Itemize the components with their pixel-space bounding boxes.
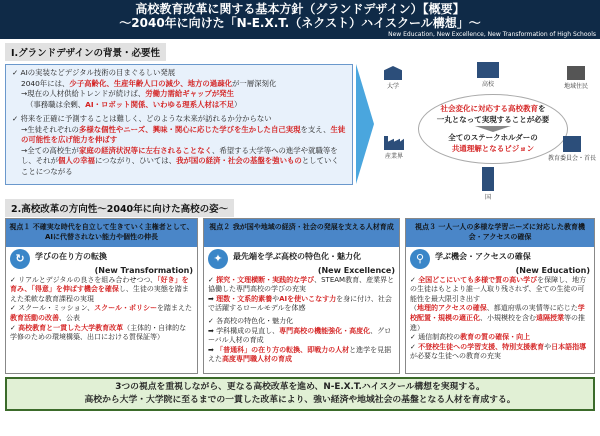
university-label: 大学	[386, 83, 399, 90]
highlight-text: 教育活動の改善	[10, 313, 59, 322]
text: ✓	[208, 275, 217, 284]
industry-stakeholder	[378, 136, 410, 160]
text: 、STEAM教育、産業界と協働した専門高校の学びの充実	[208, 275, 395, 294]
viewpoint-bullet	[208, 346, 395, 365]
factory-icon	[384, 136, 404, 150]
text: や	[272, 294, 280, 303]
viewpoint-title: 学ぶ機会・アクセスの確保	[435, 252, 531, 261]
nation-label: 国	[484, 194, 491, 201]
text: 、都道府県の実情等に応じた	[486, 304, 578, 313]
viewpoint-bullet	[410, 304, 590, 333]
viewpoint-bullet	[410, 276, 590, 305]
header-banner	[0, 0, 600, 39]
teacher-icon	[477, 62, 499, 78]
viewpoint-bullet	[208, 327, 395, 346]
vision-line-1	[419, 104, 567, 115]
university-stakeholder	[378, 66, 408, 90]
text: し、生徒の実態を踏まえた柔軟な教育課程の実現	[10, 285, 189, 303]
nation-stakeholder	[476, 167, 500, 201]
text: を踏まえた	[157, 304, 192, 313]
text: としていくことにつながる	[21, 156, 339, 176]
text: ✓ 将来を正確に予測することは難しく、どのような未来が訪れるか分からない	[12, 114, 272, 123]
highlight-text: 「普通科」の在り方の転換、即戦力の人材	[216, 345, 350, 354]
text: 、グローバル人材の育成	[208, 326, 392, 345]
background-box	[5, 64, 353, 185]
text: が一層深刻化	[231, 78, 277, 88]
text: 2040年には、	[21, 78, 70, 88]
text: ➡ 学科構成の見直し、	[208, 326, 280, 335]
text: ✓ 通信制高校の	[410, 333, 461, 342]
background-line	[12, 114, 346, 125]
highlight-text: 「好き」を育み、「得意」を伸ばす機会を確保	[10, 275, 189, 294]
conclusion-line-1: 3つの視点を重視しながら、更なる高校改革を進め、N-E.X.T.ハイスクール構想を実現する。	[115, 382, 485, 392]
people-icon	[567, 66, 585, 80]
highlight-text: 専門高校の機能強化・高度化	[279, 326, 371, 335]
text: ）	[234, 99, 242, 109]
text: や	[544, 342, 552, 351]
text: （	[410, 304, 417, 313]
highlight-text: AIを使いこなす力	[279, 294, 337, 303]
viewpoint-english: (New Excellence)	[317, 266, 395, 275]
viewpoint-bullet	[208, 276, 395, 295]
viewpoint-bullet	[410, 343, 590, 362]
background-line	[12, 125, 346, 146]
highlight-text: 日本語指導	[551, 342, 587, 351]
text: →現在の人材供給トレンドが続けば、	[21, 89, 146, 98]
viewpoint-bullet	[10, 324, 193, 343]
text: ✓ 各高校の特色化・魅力化	[208, 316, 294, 325]
residents-stakeholder	[556, 66, 596, 90]
section1-heading: Ⅰ.グランドデザインの背景・必要性	[5, 43, 166, 61]
highlight-text: 個人の幸福	[57, 156, 95, 165]
viewpoint-bullet	[208, 317, 395, 327]
text: →全ての高校生が	[21, 145, 79, 155]
viewpoint-1-column	[5, 218, 198, 374]
buildings-icon	[563, 136, 581, 152]
conclusion-box	[5, 377, 595, 411]
highlight-text: 全国どこにいても多様で質の高い学び	[418, 275, 538, 284]
text: につながり、ひいては、	[94, 156, 177, 165]
highlight-text: AI・ロボット関係、いわゆる理系人材は不足	[85, 99, 235, 109]
viewpoint-english: (New Education)	[515, 266, 590, 275]
text: ✓ AIの実装などデジタル技術の目まぐるしい発展	[12, 68, 176, 77]
page-title: 高校教育改革に関する基本方針（グランドデザイン）【概要】	[135, 2, 465, 16]
text: が必要な生徒への教育の充実	[410, 352, 501, 361]
vision-line-2: 一丸となって実現することが必要	[436, 114, 550, 124]
viewpoint-header: 視点１ 不確実な時代を自立して生きていく主権者として、AIに代替されない能力や個性の伸長	[6, 219, 197, 247]
highschool-stakeholder	[468, 62, 508, 88]
viewpoint-english: (New Transformation)	[94, 266, 193, 275]
text: ✓ スクール・ミッション、	[10, 304, 95, 313]
text: ✓ リアルとデジタルの良さを組み合わせつつ、	[10, 275, 158, 284]
viewpoint-icon: ⚲	[410, 249, 430, 269]
highlight-text: 社会変化に対応する高校教育	[440, 104, 538, 113]
page-subtitle: ～2040年に向けた「N-E.X.T.（ネクスト）ハイスクール構想」～	[119, 16, 481, 30]
viewpoint-title: 最先端を学ぶ高校の特色化・魅力化	[233, 252, 361, 261]
viewpoint-2-column	[203, 218, 400, 374]
board-stakeholder	[544, 136, 600, 162]
arrow-right-icon	[356, 64, 374, 184]
english-tagline: New Education, New Excellence, New Transformation of High Schools	[388, 31, 596, 38]
text: 、公表	[59, 313, 80, 322]
conclusion-line-2: 高校から大学・大学院に至るまでの一貫した改革により、強い経済や地域社会の基盤となる人材を育成する。	[84, 395, 516, 405]
text: 、小規模校を含む	[480, 313, 536, 322]
text: ✓	[10, 323, 19, 332]
government-building-icon	[482, 167, 494, 191]
highlight-text: 探究・文理横断・実践的な学び	[216, 275, 315, 284]
text: を	[538, 104, 546, 113]
highlight-text: 不登校生徒への学習支援、特別支援教育	[418, 342, 545, 351]
text: ✓	[410, 342, 419, 351]
viewpoint-bullet	[10, 276, 193, 305]
highlight-text: 学校配置・規模の適正化	[410, 304, 585, 322]
viewpoint-3-column	[405, 218, 595, 374]
highlight-text: 共通理解となるビジョン	[451, 143, 535, 153]
text: ➡	[208, 345, 217, 354]
vision-line-3: 全てのステークホルダーの	[448, 133, 538, 142]
text: を身に付け、社会で活躍するロールモデルを体感	[208, 294, 392, 313]
highlight-text: スクール・ポリシー	[94, 304, 157, 313]
highlight-text: 少子高齢化、生産年齢人口の減少、地方の過疎化	[69, 78, 232, 88]
highlight-text: 我が国の経済・社会の基盤を強いもの	[176, 156, 302, 165]
background-line	[12, 146, 346, 178]
background-line	[12, 79, 346, 90]
text: （主体的・自律的な学修のための環境構築、出口における質保証等）	[10, 323, 187, 342]
viewpoint-icon: ✦	[208, 249, 228, 269]
viewpoint-bullet	[10, 304, 193, 323]
highlight-text: 遠隔授業	[536, 313, 564, 322]
background-line	[12, 89, 346, 100]
highlight-text: 地理的アクセスの確保	[417, 304, 487, 313]
text: を支え、	[300, 124, 331, 134]
board-label: 教育委員会・首長	[547, 155, 596, 162]
highlight-text: 家庭の経済状況等に左右されることなく	[78, 145, 212, 155]
highlight-text: 多様な個性やニーズ、興味・関心に応じた学びを生かした自己実現	[78, 124, 301, 134]
text: を保障し、地方の生徒はもとより誰一人取り残されず、全ての生徒の可能性を最大限引き出す	[410, 275, 587, 303]
text: （事務職は余剰、	[26, 99, 86, 109]
text: ➡	[208, 294, 217, 303]
viewpoint-bullet	[208, 295, 395, 314]
highlight-text: 理数・文系的素養	[216, 294, 273, 303]
background-line	[12, 68, 346, 79]
residents-label: 地域住民	[563, 83, 588, 90]
highlight-text: 教育の質の確保・向上	[460, 333, 531, 342]
stakeholder-diagram	[376, 64, 600, 206]
text: →生徒それぞれの	[21, 124, 79, 134]
highlight-text: 高校教育と一貫した大学教育改革	[18, 323, 124, 332]
viewpoint-icon: ↻	[10, 249, 30, 269]
viewpoint-title: 学びの在り方の転換	[35, 252, 107, 261]
highlight-text: 生徒の可能性を広げ能力を伸ばす	[21, 124, 346, 144]
viewpoint-header: 視点２ 我が国や地域の経済・社会の発展を支える人材育成	[204, 219, 399, 247]
university-icon	[384, 66, 402, 80]
text: 等の推進）	[410, 313, 585, 332]
text: ✓	[410, 275, 419, 284]
highlight-text: 高度専門職人材の育成	[222, 355, 292, 364]
highlight-text: 労働力需給ギャップが発生	[145, 89, 234, 98]
section2-heading: 2.高校改革の方向性～2040年に向けた高校の姿～	[5, 199, 234, 217]
text: と進学を見据えた	[208, 345, 392, 364]
down-arrow-icon	[475, 126, 511, 132]
viewpoint-header: 視点３ 一人一人の多様な学習ニーズに対応した教育機会・アクセスの確保	[406, 219, 594, 247]
text: 、希望する大学等への進学や就職等をし、それが	[21, 145, 338, 165]
industry-label: 産業界	[384, 153, 403, 160]
highschool-label: 高校	[481, 81, 494, 88]
viewpoint-bullet	[410, 333, 590, 343]
background-line	[12, 100, 346, 111]
